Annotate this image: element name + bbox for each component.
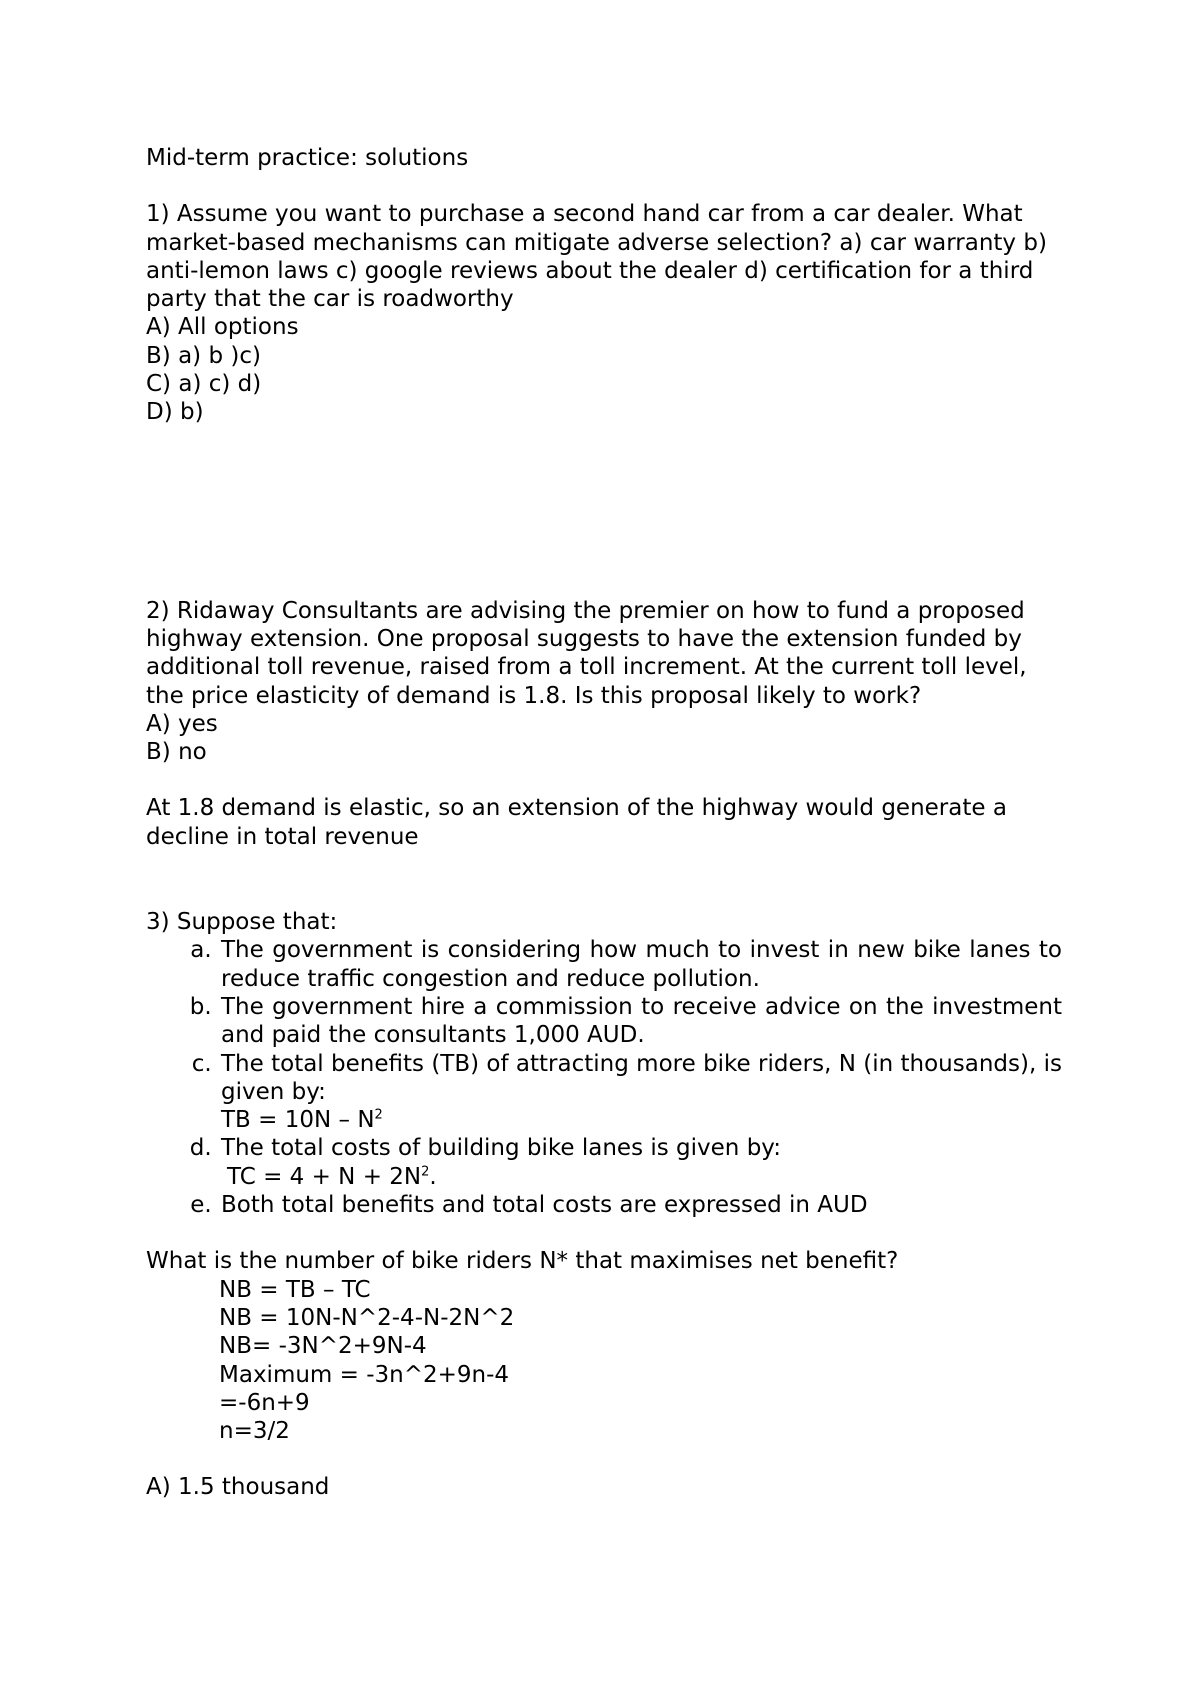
total-cost-formula-end: .: [429, 1163, 437, 1190]
working-line: n=3/2: [219, 1418, 290, 1445]
working-line: NB = TB – TC: [219, 1276, 371, 1303]
spacer: [146, 766, 1062, 794]
total-benefit-formula-base: TB = 10N – N: [221, 1107, 375, 1134]
assumption-d: [219, 1134, 1062, 1191]
assumption-b-text: The government hire a commission to receive advice on the investment and paid the consultants 1,000 AUD.: [221, 993, 1062, 1049]
question-1-option-b: B) a) b )c): [146, 342, 261, 369]
spacer: [146, 172, 1062, 200]
question-3: [146, 908, 1062, 1502]
question-1-text: 1) Assume you want to purchase a second hand car from a car dealer. What market-based mechanisms can mitigate adverse selection? a) car warranty b) anti-lemon laws c) google reviews about the dealer d) certification for a third party that the car is roadworthy: [146, 201, 1047, 313]
working-line: =-6n+9: [219, 1389, 310, 1416]
question-3-answer: A) 1.5 thousand: [146, 1474, 330, 1501]
total-cost-formula-exponent: 2: [421, 1164, 430, 1180]
total-cost-formula: [221, 1163, 1062, 1191]
document-body: [146, 144, 1062, 1502]
assumption-b: [219, 993, 1062, 1050]
total-benefit-formula-exponent: 2: [374, 1107, 383, 1123]
question-2-option-a: A) yes: [146, 710, 218, 737]
question-1-option-a: A) All options: [146, 314, 299, 341]
working-line: Maximum = -3n^2+9n-4: [219, 1361, 510, 1388]
question-1-option-d: D) b): [146, 399, 204, 426]
question-3-intro: 3) Suppose that:: [146, 909, 338, 936]
question-2-text: 2) Ridaway Consultants are advising the premier on how to fund a proposed highway extension. One proposal suggests to have the extension funded by additional toll revenue, raised from a toll increment. At the current toll level, the price elasticity of demand is 1.8. Is this proposal likely to work?: [146, 597, 1027, 709]
assumption-e-text: Both total benefits and total costs are expressed in AUD: [221, 1192, 868, 1219]
question-1-option-c: C) a) c) d): [146, 371, 262, 398]
assumption-a: [219, 936, 1062, 993]
assumption-a-text: The government is considering how much to invest in new bike lanes to reduce traffic congestion and reduce pollution.: [221, 937, 1062, 992]
spacer: [146, 1445, 1062, 1473]
question-2: [146, 597, 1062, 851]
working-line: NB= -3N^2+9N-4: [219, 1333, 427, 1360]
assumption-c-text: The total benefits (TB) of attracting more bike riders, N (in thousands), is given by:: [221, 1050, 1062, 1105]
spacer: [146, 427, 1062, 597]
assumption-list: [146, 936, 1062, 1219]
assumption-d-text: The total costs of building bike lanes is given by:: [221, 1135, 781, 1162]
solution-working: [146, 1276, 1062, 1446]
spacer: [146, 1219, 1062, 1247]
question-1: [146, 200, 1062, 426]
assumption-c: [219, 1050, 1062, 1135]
spacer: [146, 851, 1062, 908]
working-line: NB = 10N-N^2-4-N-2N^2: [219, 1304, 515, 1331]
page-title: Mid-term practice: solutions: [146, 145, 469, 171]
assumption-e: [219, 1191, 1062, 1219]
total-benefit-formula: [221, 1106, 1062, 1134]
question-2-option-b: B) no: [146, 739, 207, 766]
question-3-text: What is the number of bike riders N* that maximises net benefit?: [146, 1248, 899, 1275]
question-2-answer: At 1.8 demand is elastic, so an extension of the highway would generate a decline in total revenue: [146, 795, 1007, 850]
total-cost-formula-base: TC = 4 + N + 2N: [227, 1163, 422, 1190]
